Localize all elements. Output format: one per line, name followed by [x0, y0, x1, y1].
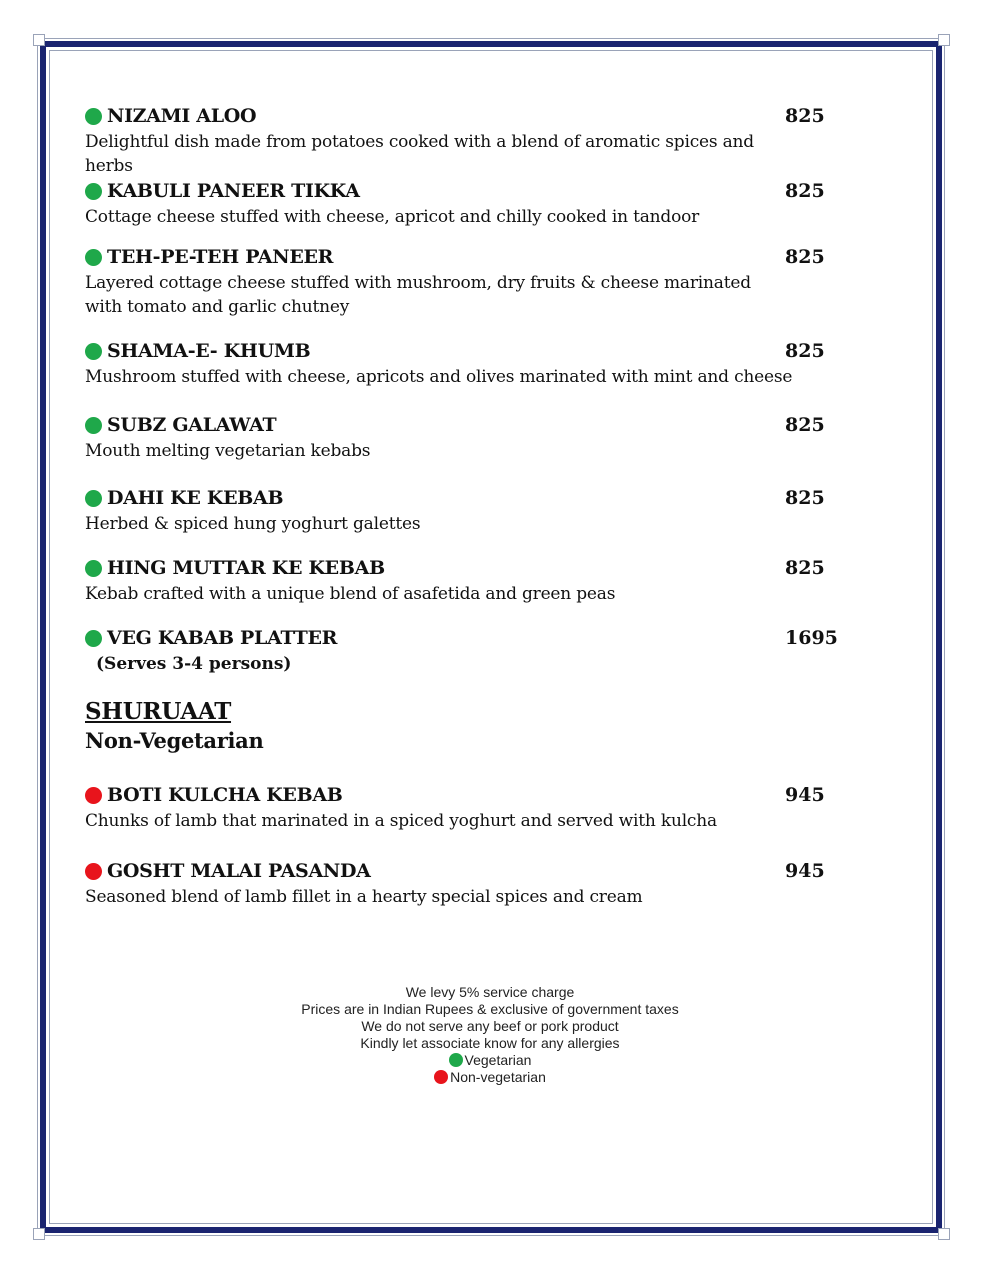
menu-item [85, 784, 845, 833]
menu-item [85, 487, 845, 536]
menu-item [85, 246, 845, 319]
item-description: Seasoned blend of lamb fillet in a hearty special spices and cream [85, 887, 643, 907]
legend-nonveg-label: Non-vegetarian [450, 1069, 546, 1085]
veg-indicator-icon [85, 417, 102, 434]
menu-item [85, 180, 845, 229]
nonveg-indicator-icon [85, 863, 102, 880]
item-name: GOSHT MALAI PASANDA [107, 860, 371, 882]
frame-corner [938, 34, 950, 46]
footer-notes [240, 984, 740, 1086]
item-description: Mouth melting vegetarian kebabs [85, 441, 371, 461]
section-subtitle: Non-Vegetarian [85, 728, 264, 753]
item-serving-note: (Serves 3-4 persons) [96, 654, 292, 674]
item-price: 825 [785, 414, 825, 436]
veg-indicator-icon [449, 1053, 463, 1067]
item-price: 825 [785, 246, 825, 268]
item-name: TEH-PE-TEH PANEER [107, 246, 334, 268]
item-name: DAHI KE KEBAB [107, 487, 284, 509]
item-description: Mushroom stuffed with cheese, apricots and olives marinated with mint and cheese [85, 367, 793, 387]
menu-item [85, 340, 845, 389]
item-description: Kebab crafted with a unique blend of asafetida and green peas [85, 584, 616, 604]
item-name: VEG KABAB PLATTER [107, 627, 338, 649]
footer-line: We do not serve any beef or pork product [361, 1018, 619, 1034]
item-price: 825 [785, 105, 825, 127]
veg-indicator-icon [85, 630, 102, 647]
veg-indicator-icon [85, 490, 102, 507]
item-name: HING MUTTAR KE KEBAB [107, 557, 385, 579]
menu-item [85, 105, 845, 178]
menu-item [85, 557, 845, 606]
veg-indicator-icon [85, 343, 102, 360]
veg-indicator-icon [85, 249, 102, 266]
frame-corner [938, 1228, 950, 1240]
veg-indicator-icon [85, 560, 102, 577]
menu-item [85, 860, 845, 909]
legend-nonveg [240, 1069, 740, 1086]
footer-line: Prices are in Indian Rupees & exclusive of government taxes [301, 1001, 679, 1017]
item-name: KABULI PANEER TIKKA [107, 180, 360, 202]
item-price: 825 [785, 557, 825, 579]
veg-indicator-icon [85, 183, 102, 200]
legend-veg [240, 1052, 740, 1069]
item-name: BOTI KULCHA KEBAB [107, 784, 343, 806]
item-price: 825 [785, 340, 825, 362]
frame-corner [33, 34, 45, 46]
menu-item [85, 414, 845, 463]
item-description: Layered cottage cheese stuffed with mushroom, dry fruits & cheese marinated with tomato and garlic chutney [85, 273, 751, 317]
item-name: SUBZ GALAWAT [107, 414, 277, 436]
item-name: NIZAMI ALOO [107, 105, 257, 127]
footer-line: We levy 5% service charge [405, 984, 575, 1000]
item-price: 825 [785, 487, 825, 509]
section-title: SHURUAAT [85, 698, 232, 725]
nonveg-indicator-icon [434, 1070, 448, 1084]
legend-veg-label: Vegetarian [464, 1052, 532, 1068]
item-name: SHAMA-E- KHUMB [107, 340, 311, 362]
item-description: Cottage cheese stuffed with cheese, apricot and chilly cooked in tandoor [85, 207, 700, 227]
item-price: 1695 [785, 627, 838, 649]
nonveg-indicator-icon [85, 787, 102, 804]
item-description: Delightful dish made from potatoes cooked with a blend of aromatic spices and herbs [85, 132, 754, 176]
item-price: 945 [785, 860, 825, 882]
item-description: Herbed & spiced hung yoghurt galettes [85, 514, 421, 534]
menu-item [85, 627, 845, 676]
footer-line: Kindly let associate know for any allergies [360, 1035, 620, 1051]
item-price: 825 [785, 180, 825, 202]
veg-indicator-icon [85, 108, 102, 125]
item-price: 945 [785, 784, 825, 806]
frame-corner [33, 1228, 45, 1240]
item-description: Chunks of lamb that marinated in a spiced yoghurt and served with kulcha [85, 811, 717, 831]
